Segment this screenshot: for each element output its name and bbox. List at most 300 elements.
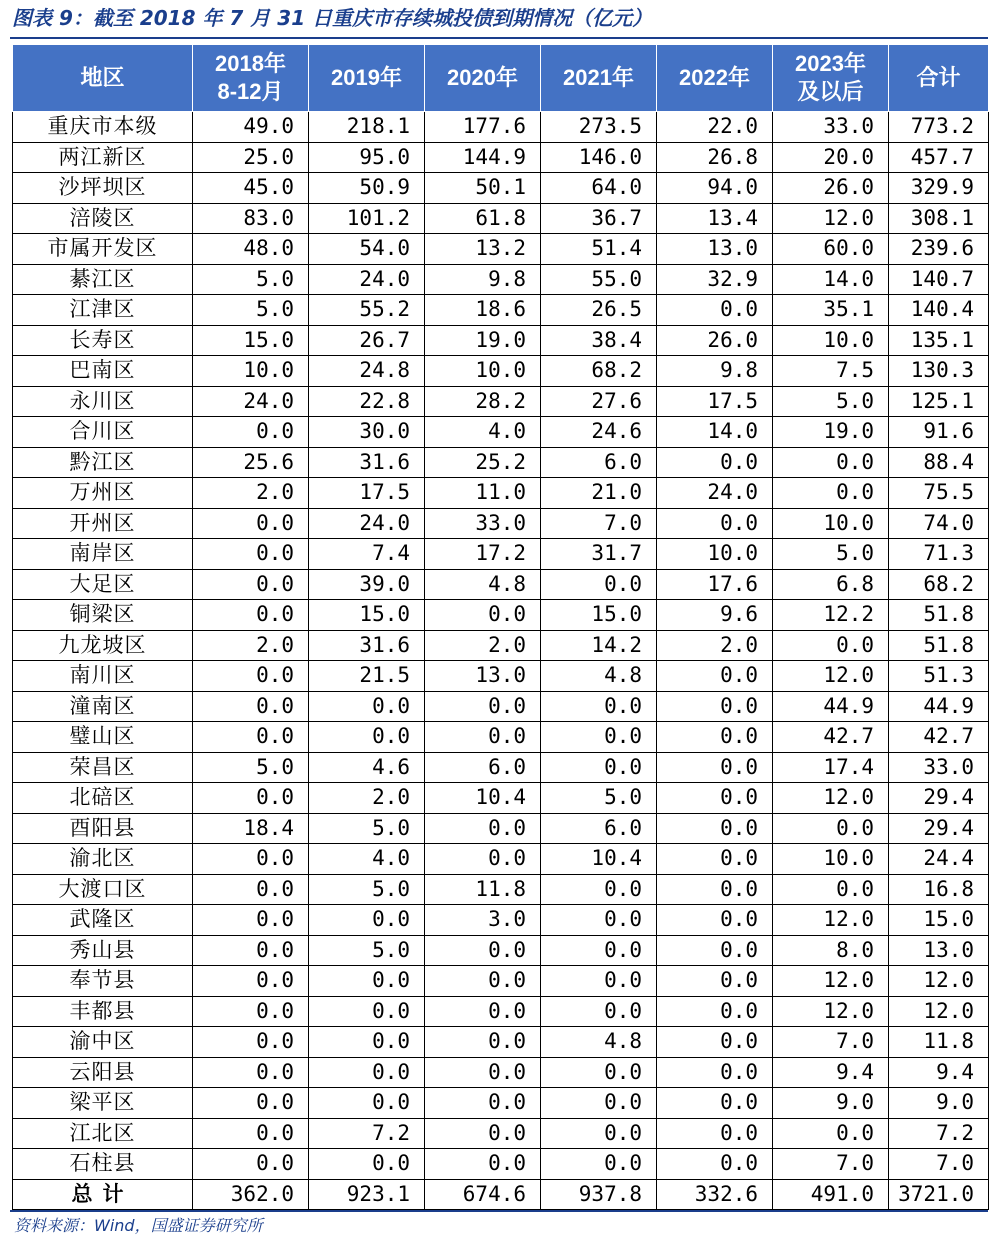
value-cell: 50.9	[309, 173, 425, 204]
region-name-cell: 大渡口区	[13, 874, 193, 905]
table-row	[13, 325, 989, 356]
column-header-region	[13, 45, 193, 112]
value-cell: 0.0	[657, 1057, 773, 1088]
value-cell: 0.0	[657, 813, 773, 844]
value-cell: 10.0	[657, 539, 773, 570]
value-cell: 0.0	[425, 600, 541, 631]
region-name-cell: 合川区	[13, 417, 193, 448]
value-cell: 17.2	[425, 539, 541, 570]
value-cell: 0.0	[657, 1118, 773, 1149]
region-name-cell: 巴南区	[13, 356, 193, 387]
value-cell: 17.6	[657, 569, 773, 600]
value-cell: 48.0	[193, 234, 309, 265]
value-cell: 51.8	[889, 600, 989, 631]
region-name-cell: 涪陵区	[13, 203, 193, 234]
value-cell: 5.0	[541, 783, 657, 814]
value-cell: 12.0	[773, 996, 889, 1027]
column-header-text: 及以后	[797, 79, 864, 104]
value-cell: 26.0	[657, 325, 773, 356]
value-cell: 0.0	[193, 1027, 309, 1058]
value-cell: 0.0	[309, 996, 425, 1027]
value-cell: 17.4	[773, 752, 889, 783]
value-cell: 10.0	[425, 356, 541, 387]
region-name-cell: 永川区	[13, 386, 193, 417]
value-cell: 51.8	[889, 630, 989, 661]
value-cell: 26.0	[773, 173, 889, 204]
table-row	[13, 539, 989, 570]
value-cell: 83.0	[193, 203, 309, 234]
value-cell: 49.0	[193, 112, 309, 143]
value-cell: 24.4	[889, 844, 989, 875]
value-cell: 38.4	[541, 325, 657, 356]
value-cell: 13.2	[425, 234, 541, 265]
table-row	[13, 1088, 989, 1119]
value-cell: 35.1	[773, 295, 889, 326]
value-cell: 7.2	[309, 1118, 425, 1149]
column-header	[193, 45, 309, 112]
value-cell: 144.9	[425, 142, 541, 173]
value-cell: 33.0	[773, 112, 889, 143]
value-cell: 45.0	[193, 173, 309, 204]
value-cell: 0.0	[657, 905, 773, 936]
region-name-cell: 石柱县	[13, 1149, 193, 1180]
value-cell: 91.6	[889, 417, 989, 448]
value-cell: 0.0	[541, 752, 657, 783]
value-cell: 135.1	[889, 325, 989, 356]
column-header	[657, 45, 773, 112]
value-cell: 5.0	[773, 539, 889, 570]
value-cell: 4.0	[309, 844, 425, 875]
table-row	[13, 691, 989, 722]
value-cell: 25.0	[193, 142, 309, 173]
value-cell: 0.0	[541, 1088, 657, 1119]
value-cell: 4.8	[541, 1027, 657, 1058]
value-cell: 7.0	[541, 508, 657, 539]
value-cell: 7.0	[773, 1027, 889, 1058]
table-row	[13, 112, 989, 143]
value-cell: 75.5	[889, 478, 989, 509]
value-cell: 32.9	[657, 264, 773, 295]
value-cell: 15.0	[541, 600, 657, 631]
value-cell: 25.6	[193, 447, 309, 478]
value-cell: 9.0	[889, 1088, 989, 1119]
value-cell: 11.8	[889, 1027, 989, 1058]
value-cell: 9.4	[773, 1057, 889, 1088]
value-cell: 17.5	[309, 478, 425, 509]
value-cell: 0.0	[773, 478, 889, 509]
value-cell: 4.8	[425, 569, 541, 600]
value-cell: 33.0	[889, 752, 989, 783]
region-name-cell: 两江新区	[13, 142, 193, 173]
value-cell: 9.6	[657, 600, 773, 631]
table-row	[13, 569, 989, 600]
value-cell: 0.0	[425, 996, 541, 1027]
region-name-cell: 市属开发区	[13, 234, 193, 265]
value-cell: 140.7	[889, 264, 989, 295]
table-row	[13, 508, 989, 539]
value-cell: 16.8	[889, 874, 989, 905]
value-cell: 0.0	[193, 905, 309, 936]
value-cell: 2.0	[309, 783, 425, 814]
table-row	[13, 874, 989, 905]
value-cell: 0.0	[309, 905, 425, 936]
column-header-text: 2022年	[679, 65, 750, 90]
region-name-cell: 九龙坡区	[13, 630, 193, 661]
value-cell: 21.5	[309, 661, 425, 692]
column-header	[773, 45, 889, 112]
value-cell: 12.0	[773, 905, 889, 936]
bond-maturity-table	[12, 44, 989, 1210]
column-header	[425, 45, 541, 112]
total-value-cell: 332.6	[657, 1179, 773, 1210]
value-cell: 0.0	[425, 813, 541, 844]
table-row	[13, 173, 989, 204]
region-name-cell: 北碚区	[13, 783, 193, 814]
value-cell: 0.0	[309, 691, 425, 722]
region-name-cell: 潼南区	[13, 691, 193, 722]
value-cell: 0.0	[657, 295, 773, 326]
region-name-cell: 渝中区	[13, 1027, 193, 1058]
value-cell: 12.0	[889, 966, 989, 997]
value-cell: 773.2	[889, 112, 989, 143]
table-row	[13, 661, 989, 692]
region-name-cell: 长寿区	[13, 325, 193, 356]
region-name-cell: 丰都县	[13, 996, 193, 1027]
value-cell: 0.0	[193, 1118, 309, 1149]
table-header-row	[13, 45, 989, 112]
table-row	[13, 203, 989, 234]
value-cell: 2.0	[193, 478, 309, 509]
value-cell: 140.4	[889, 295, 989, 326]
value-cell: 0.0	[425, 966, 541, 997]
value-cell: 50.1	[425, 173, 541, 204]
value-cell: 0.0	[193, 1057, 309, 1088]
value-cell: 0.0	[425, 935, 541, 966]
value-cell: 0.0	[541, 935, 657, 966]
region-name-cell: 黔江区	[13, 447, 193, 478]
value-cell: 2.0	[425, 630, 541, 661]
value-cell: 146.0	[541, 142, 657, 173]
value-cell: 3.0	[425, 905, 541, 936]
region-name-cell: 开州区	[13, 508, 193, 539]
value-cell: 22.0	[657, 112, 773, 143]
table-row	[13, 752, 989, 783]
value-cell: 9.8	[425, 264, 541, 295]
column-header	[541, 45, 657, 112]
value-cell: 14.2	[541, 630, 657, 661]
value-cell: 12.0	[773, 661, 889, 692]
total-value-cell: 937.8	[541, 1179, 657, 1210]
value-cell: 5.0	[309, 874, 425, 905]
table-row	[13, 966, 989, 997]
value-cell: 2.0	[193, 630, 309, 661]
value-cell: 29.4	[889, 813, 989, 844]
value-cell: 218.1	[309, 112, 425, 143]
value-cell: 12.0	[889, 996, 989, 1027]
value-cell: 31.7	[541, 539, 657, 570]
value-cell: 11.8	[425, 874, 541, 905]
total-value-cell: 362.0	[193, 1179, 309, 1210]
value-cell: 0.0	[541, 874, 657, 905]
value-cell: 0.0	[193, 996, 309, 1027]
value-cell: 26.8	[657, 142, 773, 173]
value-cell: 125.1	[889, 386, 989, 417]
value-cell: 0.0	[773, 813, 889, 844]
value-cell: 7.0	[889, 1149, 989, 1180]
value-cell: 24.0	[193, 386, 309, 417]
value-cell: 0.0	[657, 1088, 773, 1119]
value-cell: 0.0	[773, 630, 889, 661]
value-cell: 0.0	[541, 1057, 657, 1088]
value-cell: 0.0	[773, 1118, 889, 1149]
total-label-cell: 总计	[13, 1179, 193, 1210]
value-cell: 0.0	[193, 691, 309, 722]
value-cell: 7.0	[773, 1149, 889, 1180]
value-cell: 0.0	[193, 966, 309, 997]
region-name-cell: 铜梁区	[13, 600, 193, 631]
value-cell: 55.2	[309, 295, 425, 326]
value-cell: 14.0	[657, 417, 773, 448]
value-cell: 0.0	[657, 661, 773, 692]
value-cell: 15.0	[889, 905, 989, 936]
value-cell: 55.0	[541, 264, 657, 295]
value-cell: 0.0	[541, 905, 657, 936]
value-cell: 26.5	[541, 295, 657, 326]
value-cell: 31.6	[309, 447, 425, 478]
table-row	[13, 935, 989, 966]
column-header-text: 合计	[916, 65, 961, 90]
value-cell: 22.8	[309, 386, 425, 417]
column-header	[309, 45, 425, 112]
value-cell: 68.2	[541, 356, 657, 387]
value-cell: 101.2	[309, 203, 425, 234]
value-cell: 14.0	[773, 264, 889, 295]
region-name-cell: 大足区	[13, 569, 193, 600]
column-header-text: 2020年	[447, 65, 518, 90]
value-cell: 10.0	[773, 508, 889, 539]
value-cell: 0.0	[773, 447, 889, 478]
value-cell: 9.0	[773, 1088, 889, 1119]
value-cell: 0.0	[541, 966, 657, 997]
value-cell: 44.9	[889, 691, 989, 722]
value-cell: 10.0	[773, 844, 889, 875]
table-row	[13, 478, 989, 509]
value-cell: 0.0	[193, 935, 309, 966]
region-name-cell: 酉阳县	[13, 813, 193, 844]
value-cell: 4.6	[309, 752, 425, 783]
value-cell: 19.0	[425, 325, 541, 356]
column-header-text: 2018年	[215, 51, 286, 76]
total-value-cell: 674.6	[425, 1179, 541, 1210]
value-cell: 0.0	[657, 935, 773, 966]
value-cell: 0.0	[193, 783, 309, 814]
value-cell: 5.0	[193, 752, 309, 783]
column-header-text: 8-12月	[217, 79, 284, 104]
value-cell: 5.0	[309, 813, 425, 844]
value-cell: 18.4	[193, 813, 309, 844]
table-row	[13, 356, 989, 387]
table-row	[13, 417, 989, 448]
value-cell: 0.0	[657, 874, 773, 905]
figure-title: 图表 9：截至 2018 年 7 月 31 日重庆市存续城投债到期情况（亿元）	[12, 6, 653, 30]
region-name-cell: 江北区	[13, 1118, 193, 1149]
value-cell: 0.0	[193, 417, 309, 448]
value-cell: 4.8	[541, 661, 657, 692]
value-cell: 9.4	[889, 1057, 989, 1088]
table-row	[13, 386, 989, 417]
value-cell: 12.0	[773, 783, 889, 814]
value-cell: 10.4	[425, 783, 541, 814]
total-value-cell: 3721.0	[889, 1179, 989, 1210]
value-cell: 0.0	[541, 1149, 657, 1180]
value-cell: 0.0	[193, 539, 309, 570]
value-cell: 6.0	[425, 752, 541, 783]
value-cell: 2.0	[657, 630, 773, 661]
value-cell: 15.0	[309, 600, 425, 631]
value-cell: 177.6	[425, 112, 541, 143]
value-cell: 21.0	[541, 478, 657, 509]
column-header-text: 2023年	[795, 51, 866, 76]
value-cell: 12.2	[773, 600, 889, 631]
value-cell: 0.0	[657, 752, 773, 783]
table-row	[13, 630, 989, 661]
table-row	[13, 264, 989, 295]
region-name-cell: 渝北区	[13, 844, 193, 875]
value-cell: 4.0	[425, 417, 541, 448]
value-cell: 0.0	[773, 874, 889, 905]
value-cell: 0.0	[309, 966, 425, 997]
value-cell: 0.0	[193, 600, 309, 631]
value-cell: 36.7	[541, 203, 657, 234]
value-cell: 0.0	[193, 844, 309, 875]
value-cell: 0.0	[193, 661, 309, 692]
value-cell: 15.0	[193, 325, 309, 356]
table-row	[13, 234, 989, 265]
value-cell: 94.0	[657, 173, 773, 204]
value-cell: 130.3	[889, 356, 989, 387]
value-cell: 308.1	[889, 203, 989, 234]
value-cell: 61.8	[425, 203, 541, 234]
value-cell: 12.0	[773, 966, 889, 997]
value-cell: 26.7	[309, 325, 425, 356]
region-name-cell: 南川区	[13, 661, 193, 692]
table-row	[13, 1149, 989, 1180]
value-cell: 19.0	[773, 417, 889, 448]
value-cell: 11.0	[425, 478, 541, 509]
value-cell: 24.6	[541, 417, 657, 448]
value-cell: 0.0	[657, 722, 773, 753]
value-cell: 28.2	[425, 386, 541, 417]
value-cell: 0.0	[309, 722, 425, 753]
region-name-cell: 江津区	[13, 295, 193, 326]
table-row	[13, 295, 989, 326]
value-cell: 457.7	[889, 142, 989, 173]
region-name-cell: 璧山区	[13, 722, 193, 753]
value-cell: 0.0	[193, 1088, 309, 1119]
value-cell: 54.0	[309, 234, 425, 265]
region-name-cell: 云阳县	[13, 1057, 193, 1088]
value-cell: 74.0	[889, 508, 989, 539]
value-cell: 0.0	[425, 1027, 541, 1058]
column-header-text: 地区	[80, 65, 125, 90]
value-cell: 31.6	[309, 630, 425, 661]
value-cell: 0.0	[309, 1149, 425, 1180]
table-row	[13, 722, 989, 753]
value-cell: 24.8	[309, 356, 425, 387]
value-cell: 0.0	[657, 996, 773, 1027]
value-cell: 6.0	[541, 813, 657, 844]
value-cell: 6.0	[541, 447, 657, 478]
value-cell: 25.2	[425, 447, 541, 478]
value-cell: 13.0	[657, 234, 773, 265]
value-cell: 0.0	[193, 1149, 309, 1180]
value-cell: 0.0	[193, 508, 309, 539]
table-row	[13, 905, 989, 936]
value-cell: 0.0	[425, 722, 541, 753]
value-cell: 88.4	[889, 447, 989, 478]
value-cell: 5.0	[773, 386, 889, 417]
region-name-cell: 武隆区	[13, 905, 193, 936]
table-row	[13, 996, 989, 1027]
value-cell: 0.0	[309, 1027, 425, 1058]
value-cell: 42.7	[773, 722, 889, 753]
value-cell: 0.0	[425, 1088, 541, 1119]
value-cell: 10.4	[541, 844, 657, 875]
value-cell: 5.0	[309, 935, 425, 966]
value-cell: 8.0	[773, 935, 889, 966]
value-cell: 0.0	[425, 1118, 541, 1149]
table-row	[13, 142, 989, 173]
value-cell: 0.0	[657, 447, 773, 478]
value-cell: 0.0	[425, 691, 541, 722]
value-cell: 33.0	[425, 508, 541, 539]
table-row	[13, 1027, 989, 1058]
title-divider	[10, 37, 988, 39]
value-cell: 13.4	[657, 203, 773, 234]
value-cell: 0.0	[309, 1057, 425, 1088]
value-cell: 10.0	[193, 356, 309, 387]
value-cell: 29.4	[889, 783, 989, 814]
value-cell: 24.0	[657, 478, 773, 509]
value-cell: 0.0	[193, 569, 309, 600]
value-cell: 5.0	[193, 264, 309, 295]
value-cell: 27.6	[541, 386, 657, 417]
region-name-cell: 重庆市本级	[13, 112, 193, 143]
value-cell: 30.0	[309, 417, 425, 448]
value-cell: 0.0	[425, 844, 541, 875]
table-row	[13, 1118, 989, 1149]
value-cell: 18.6	[425, 295, 541, 326]
value-cell: 95.0	[309, 142, 425, 173]
value-cell: 10.0	[773, 325, 889, 356]
column-header	[889, 45, 989, 112]
value-cell: 0.0	[193, 874, 309, 905]
value-cell: 239.6	[889, 234, 989, 265]
value-cell: 0.0	[541, 722, 657, 753]
value-cell: 0.0	[425, 1149, 541, 1180]
value-cell: 0.0	[425, 1057, 541, 1088]
value-cell: 0.0	[541, 1118, 657, 1149]
value-cell: 17.5	[657, 386, 773, 417]
value-cell: 0.0	[657, 691, 773, 722]
value-cell: 13.0	[889, 935, 989, 966]
region-name-cell: 荣昌区	[13, 752, 193, 783]
value-cell: 0.0	[657, 783, 773, 814]
value-cell: 0.0	[193, 722, 309, 753]
region-name-cell: 沙坪坝区	[13, 173, 193, 204]
region-name-cell: 南岸区	[13, 539, 193, 570]
total-value-cell: 491.0	[773, 1179, 889, 1210]
